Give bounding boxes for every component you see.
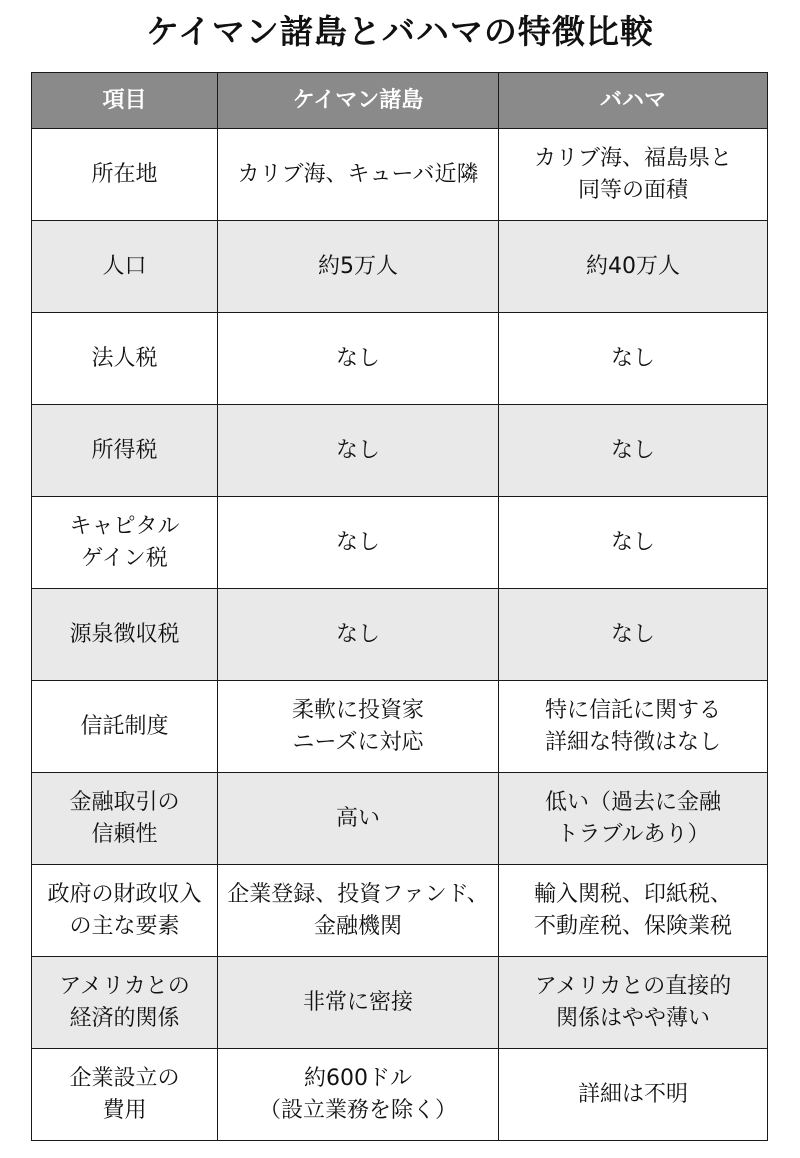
- header-cayman: ケイマン諸島: [218, 73, 499, 129]
- header-item: 項目: [32, 73, 218, 129]
- row-label: 金融取引の 信頼性: [32, 773, 218, 865]
- row-label: 源泉徴収税: [32, 589, 218, 681]
- bahamas-cell: なし: [499, 497, 768, 589]
- row-label: アメリカとの 経済的関係: [32, 957, 218, 1049]
- table-row: [32, 405, 768, 497]
- row-label: 所在地: [32, 129, 218, 221]
- table-row: [32, 497, 768, 589]
- row-label: 法人税: [32, 313, 218, 405]
- bahamas-cell: 詳細は不明: [499, 1049, 768, 1141]
- row-label: 所得税: [32, 405, 218, 497]
- bahamas-cell: 約40万人: [499, 221, 768, 313]
- table-row: [32, 589, 768, 681]
- table-row: [32, 313, 768, 405]
- cayman-cell: なし: [218, 589, 499, 681]
- bahamas-cell: カリブ海、福島県と 同等の面積: [499, 129, 768, 221]
- cayman-cell: 柔軟に投資家 ニーズに対応: [218, 681, 499, 773]
- cayman-cell: 約5万人: [218, 221, 499, 313]
- cayman-cell: カリブ海、キューバ近隣: [218, 129, 499, 221]
- comparison-table: [31, 72, 768, 1141]
- page-title: ケイマン諸島とバハマの特徴比較: [146, 12, 654, 51]
- bahamas-cell: 輸入関税、印紙税、 不動産税、保険業税: [499, 865, 768, 957]
- cayman-cell: 約600ドル （設立業務を除く）: [218, 1049, 499, 1141]
- table-row: [32, 129, 768, 221]
- cayman-cell: 企業登録、投資ファンド、 金融機関: [218, 865, 499, 957]
- table-row: [32, 957, 768, 1049]
- row-label: 信託制度: [32, 681, 218, 773]
- header-bahamas: バハマ: [499, 73, 768, 129]
- row-label: キャピタル ゲイン税: [32, 497, 218, 589]
- table-header-row: [32, 73, 768, 129]
- table-row: [32, 773, 768, 865]
- table-row: [32, 1049, 768, 1141]
- row-label: 企業設立の 費用: [32, 1049, 218, 1141]
- table-row: [32, 681, 768, 773]
- cayman-cell: なし: [218, 405, 499, 497]
- cayman-cell: 非常に密接: [218, 957, 499, 1049]
- table-row: [32, 221, 768, 313]
- table-row: [32, 865, 768, 957]
- bahamas-cell: なし: [499, 589, 768, 681]
- cayman-cell: なし: [218, 497, 499, 589]
- bahamas-cell: 特に信託に関する 詳細な特徴はなし: [499, 681, 768, 773]
- cayman-cell: 高い: [218, 773, 499, 865]
- bahamas-cell: 低い（過去に金融 トラブルあり）: [499, 773, 768, 865]
- row-label: 政府の財政収入 の主な要素: [32, 865, 218, 957]
- bahamas-cell: なし: [499, 405, 768, 497]
- cayman-cell: なし: [218, 313, 499, 405]
- bahamas-cell: アメリカとの直接的 関係はやや薄い: [499, 957, 768, 1049]
- row-label: 人口: [32, 221, 218, 313]
- bahamas-cell: なし: [499, 313, 768, 405]
